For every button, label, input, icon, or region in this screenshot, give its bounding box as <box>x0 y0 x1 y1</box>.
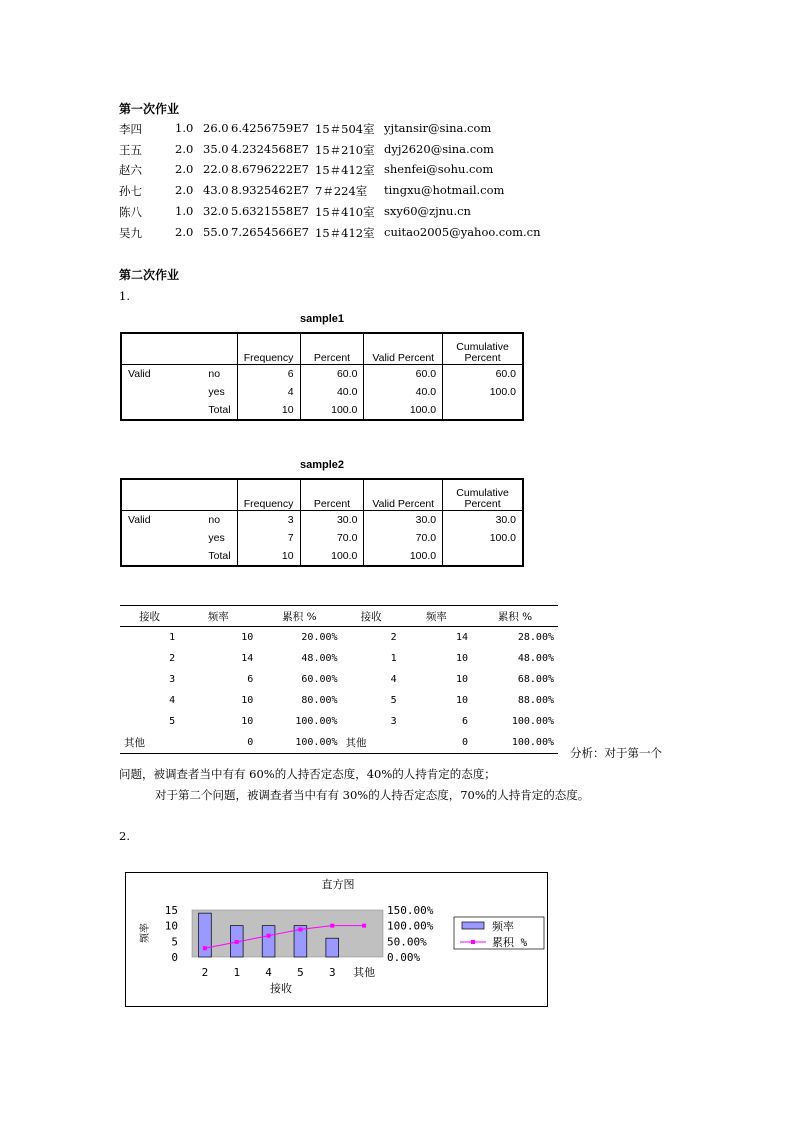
part1-cell-name: 吴九 <box>119 225 142 240</box>
part1-cell-c: 7.2654566E7 <box>231 224 309 239</box>
freq-table-cell: 10 <box>241 632 254 643</box>
part1-cell-b: 43.0 <box>203 183 229 198</box>
part1-cell-a: 2.0 <box>175 162 194 177</box>
cumulative-point <box>267 934 271 938</box>
freq-table-cell: 10 <box>455 674 468 685</box>
analysis-line-3: 对于第二个问题，被调查者当中有有 30%的人持否定态度，70%的人持肯定的态度。 <box>155 788 590 802</box>
freq-table-cell: 10 <box>455 695 468 706</box>
plot-area <box>192 910 383 957</box>
cumulative-point <box>298 927 302 931</box>
freq-table-header: 接收 <box>342 606 401 627</box>
part1-cell-a: 1.0 <box>175 121 194 135</box>
freq-table-cell: 2 <box>169 653 176 664</box>
part1-cell-a: 2.0 <box>175 224 194 239</box>
histogram-chart <box>125 872 548 1007</box>
cumulative-point <box>203 946 207 950</box>
cumulative-point <box>362 924 366 928</box>
freq-table-cell: 10 <box>455 653 468 664</box>
freq-table-cell: 60.00% <box>301 674 338 685</box>
freq-table-cell: 其他 <box>120 732 179 754</box>
y2-tick-label: 50.00% <box>387 935 427 949</box>
part1-cell-email: cuitao2005@yahoo.com.cn <box>384 224 541 239</box>
total-label: Total <box>202 547 237 566</box>
table-row <box>120 627 558 649</box>
table-row <box>120 711 558 732</box>
y2-tick-label: 150.00% <box>387 904 434 917</box>
freq-table-cell: 4 <box>169 695 176 706</box>
x-tick-label: 3 <box>328 966 336 979</box>
y-tick-label: 0 <box>171 951 178 964</box>
question-1-label: 1. <box>119 289 130 303</box>
part1-cell-name: 王五 <box>119 142 142 157</box>
x-tick-label: 4 <box>265 966 272 979</box>
freq-table-cell: 0 <box>401 732 472 754</box>
legend-label: 累积 % <box>492 936 528 949</box>
part1-cell-b: 35.0 <box>203 141 229 156</box>
part1-cell-b: 26.0 <box>203 121 229 135</box>
freq-table-cell: 5 <box>169 716 176 727</box>
cumulative-point <box>330 924 334 928</box>
part1-cell-c: 4.2324568E7 <box>231 141 309 156</box>
freq-table-cell: 80.00% <box>301 695 338 706</box>
y-axis-label: 频率 <box>140 923 151 943</box>
freq-table-cell: 88.00% <box>517 695 554 706</box>
freq-table-cell: 48.00% <box>517 653 554 664</box>
freq-table-cell: 6 <box>247 674 254 685</box>
part1-cell-email: tingxu@hotmail.com <box>384 183 505 198</box>
chart-title: 直方图 <box>321 878 355 891</box>
y-tick-label: 5 <box>171 935 178 949</box>
part1-cell-b: 32.0 <box>203 203 229 218</box>
y-tick-label: 10 <box>164 919 178 933</box>
chart-svg <box>126 873 547 1006</box>
legend-label: 频率 <box>492 920 514 933</box>
freq-table-cell: 10 <box>241 695 254 706</box>
part1-cell-email: dyj2620@sina.com <box>384 141 494 156</box>
valid-label: Valid <box>121 365 202 384</box>
part1-cell-name: 陈八 <box>119 204 142 219</box>
freq-table-header: 接收 <box>120 606 179 627</box>
sample2-table: Frequency Percent Valid Percent Cumulative Percent Valid no 3 30.0 30.0 30.0 yes 7 70.0 70.0 100.0 Total 10 100.0 100.0 <box>120 478 524 567</box>
freq-table-cell: 20.00% <box>301 632 338 643</box>
cumulative-point <box>235 940 239 944</box>
freq-table-cell: 0 <box>179 732 257 754</box>
valid-label: Valid <box>121 511 202 530</box>
part1-cell-a: 2.0 <box>175 183 194 198</box>
part1-cell-email: shenfei@sohu.com <box>384 162 494 177</box>
part1-cell-room: 15＃412室 <box>315 163 375 178</box>
x-tick-label: 1 <box>233 966 241 979</box>
sample1-caption: sample1 <box>299 313 345 325</box>
part1-cell-email: yjtansir@sina.com <box>384 121 492 135</box>
x-axis-label: 接收 <box>270 982 292 995</box>
freq-table-cell: 28.00% <box>517 632 554 643</box>
part1-cell-c: 6.4256759E7 <box>231 121 309 135</box>
part1-cell-b: 55.0 <box>203 224 229 239</box>
histogram-bar <box>199 913 212 957</box>
freq-table-cell: 其他 <box>342 732 401 754</box>
freq-table-cell: 2 <box>390 632 397 643</box>
part2-title: 第二次作业 <box>119 268 180 282</box>
freq-table-cell: 3 <box>169 674 176 685</box>
analysis-line-1: 分析：对于第一个 <box>570 746 662 760</box>
analysis-line-2: 问题，被调查者当中有有 60%的人持否定态度，40%的人持肯定的态度； <box>119 767 496 781</box>
part1-cell-c: 8.6796222E7 <box>231 162 309 177</box>
sample2-caption: sample2 <box>299 459 345 471</box>
freq-table-cell: 4 <box>390 674 397 685</box>
histogram-bar <box>262 926 275 957</box>
freq-table-cell: 1 <box>390 653 397 664</box>
x-tick-label: 2 <box>201 966 209 979</box>
part1-cell-name: 李四 <box>119 122 142 136</box>
freq-table-cell: 14 <box>455 632 468 643</box>
table-row <box>120 732 558 754</box>
freq-table-cell: 68.00% <box>517 674 554 685</box>
sample1-table: Frequency Percent Valid Percent Cumulative Percent Valid no 6 60.0 60.0 60.0 yes 4 40.0 40.0 100.0 Total 10 100.0 100.0 <box>120 332 524 421</box>
x-tick-label: 5 <box>297 966 304 979</box>
total-label: Total <box>202 401 237 420</box>
y2-tick-label: 0.00% <box>387 951 421 964</box>
table-row <box>120 669 558 690</box>
y-tick-label: 15 <box>164 904 178 917</box>
freq-table-cell: 100.00% <box>511 716 554 727</box>
freq-table-header: 频率 <box>401 606 472 627</box>
part1-cell-name: 赵六 <box>119 163 142 178</box>
x-tick-label: 其他 <box>353 966 376 979</box>
freq-table-cell: 6 <box>461 716 468 727</box>
freq-table-header: 累积 % <box>257 606 341 627</box>
frequency-table <box>120 605 558 754</box>
freq-table-header: 频率 <box>179 606 257 627</box>
part1-cell-room: 15＃210室 <box>315 142 375 157</box>
freq-table-cell: 100.00% <box>472 732 558 754</box>
freq-table-cell: 1 <box>169 632 176 643</box>
freq-table-cell: 100.00% <box>257 732 341 754</box>
part1-cell-name: 孙七 <box>119 184 142 199</box>
table-row <box>120 648 558 669</box>
y2-tick-label: 100.00% <box>387 919 434 933</box>
legend-swatch-bar <box>462 922 484 929</box>
part1-cell-room: 15＃504室 <box>315 122 375 136</box>
table-row <box>120 690 558 711</box>
row-label: no <box>208 514 221 526</box>
freq-table-cell: 5 <box>390 695 397 706</box>
freq-table-cell: 48.00% <box>301 653 338 664</box>
part1-cell-room: 15＃412室 <box>315 225 375 240</box>
freq-table-cell: 14 <box>241 653 254 664</box>
part1-cell-b: 22.0 <box>203 162 229 177</box>
freq-table-header: 累积 % <box>472 606 558 627</box>
part1-cell-room: 7＃224室 <box>315 184 368 199</box>
part1-title: 第一次作业 <box>119 102 180 116</box>
freq-table-cell: 3 <box>390 716 397 727</box>
part1-cell-email: sxy60@zjnu.cn <box>384 203 471 218</box>
part1-cell-c: 8.9325462E7 <box>231 183 309 198</box>
freq-table-cell: 100.00% <box>295 716 338 727</box>
legend-swatch-marker <box>471 940 475 944</box>
part1-cell-room: 15＃410室 <box>315 204 375 219</box>
row-label: yes <box>208 386 225 398</box>
freq-table-cell: 10 <box>241 716 254 727</box>
row-label: yes <box>208 532 225 544</box>
question-2-label: 2. <box>119 829 130 843</box>
histogram-bar <box>326 938 339 957</box>
part1-cell-c: 5.6321558E7 <box>231 203 309 218</box>
row-label: no <box>208 368 221 380</box>
part1-cell-a: 1.0 <box>175 203 194 218</box>
part1-cell-a: 2.0 <box>175 141 194 156</box>
